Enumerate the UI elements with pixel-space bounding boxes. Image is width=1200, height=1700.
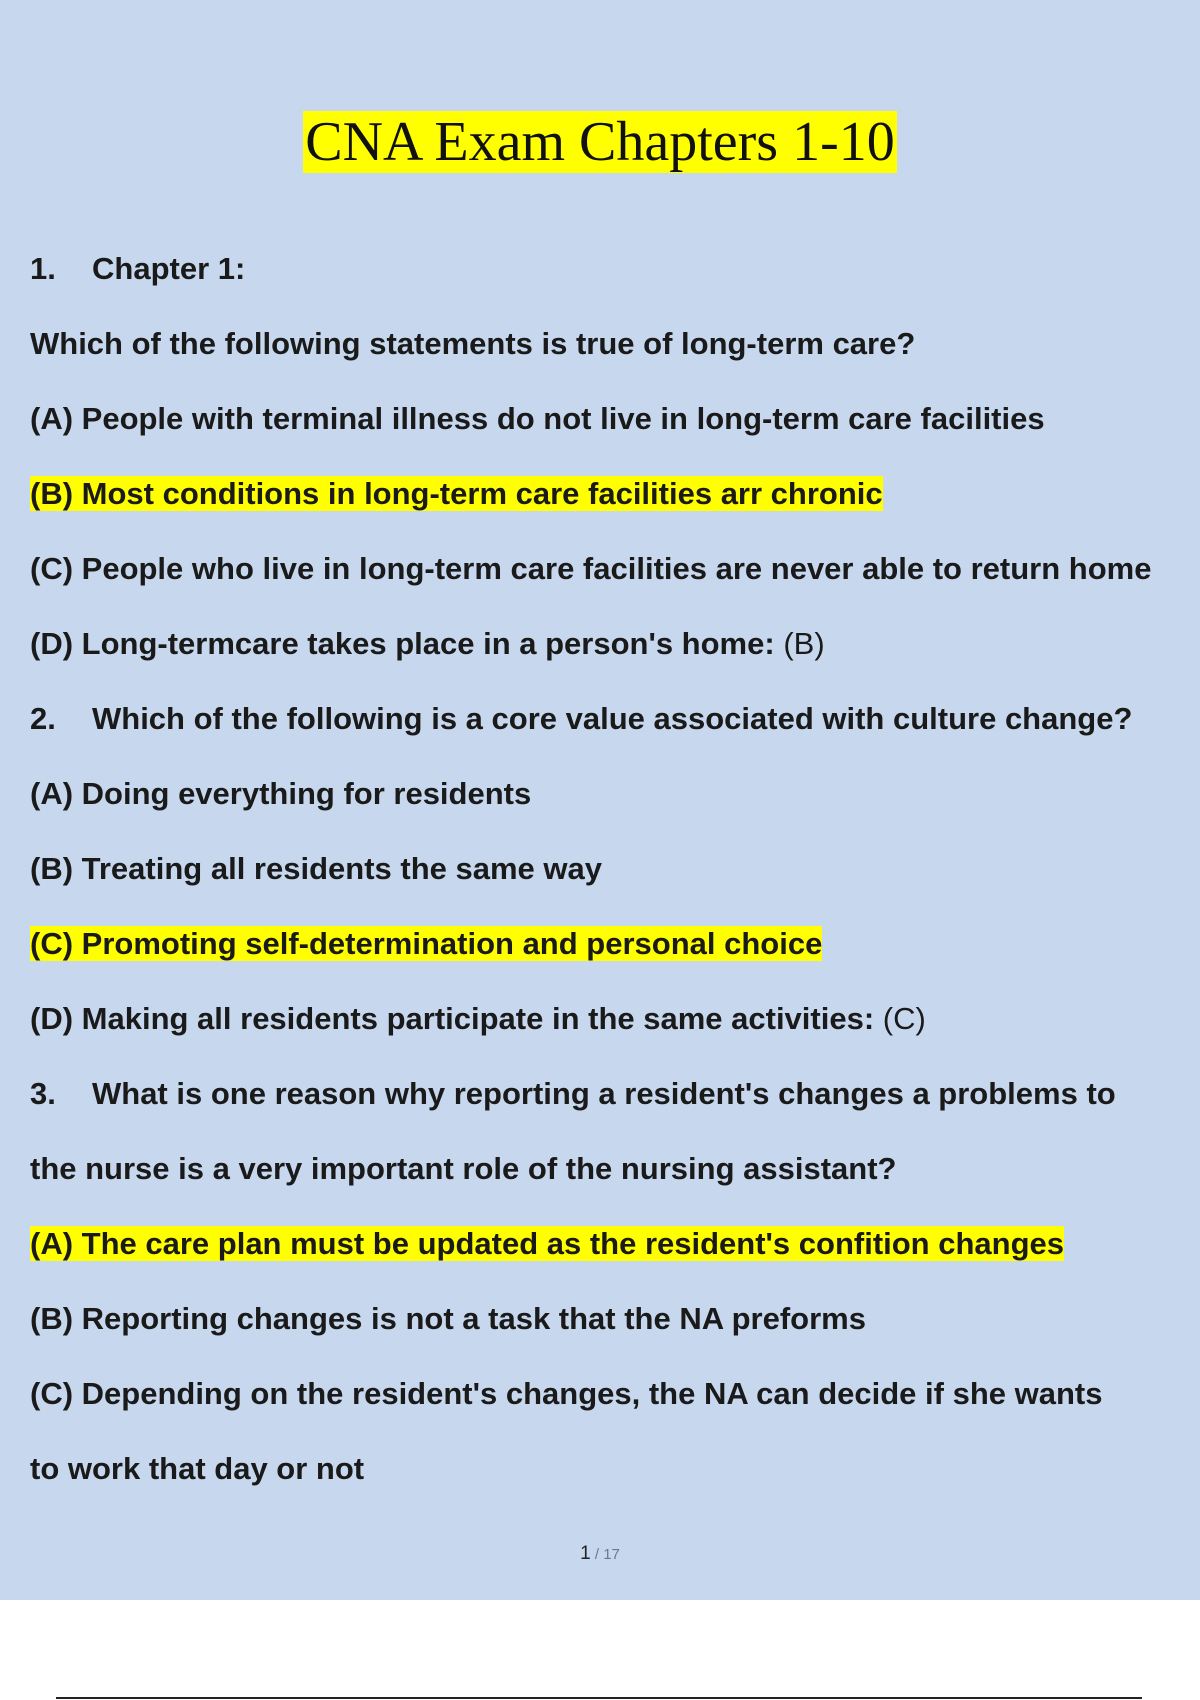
question-1-heading [30,250,245,288]
question-3-option-b: (B) Reporting changes is not a task that the NA preforms [30,1301,866,1336]
question-3-option-a [30,1225,1064,1263]
question-2-option-b: (B) Treating all residents the same way [30,851,602,886]
question-2-answer: (C) [882,1001,926,1036]
question-2-question: Which of the following is a core value associated with culture change? [92,701,1133,736]
question-1-number: 1. [30,251,56,286]
question-3-number: 3. [30,1076,56,1111]
question-3-text [30,1075,1116,1113]
question-1-option-a: (A) People with terminal illness do not live in long-term care facilities [30,401,1045,436]
question-3-option-a-highlight: (A) The care plan must be updated as the resident's confition changes [30,1226,1065,1261]
question-1-text: Which of the following statements is true of long-term care? [30,326,916,361]
document-title-text: CNA Exam Chapters 1-10 [305,111,895,173]
page-current: 1 [580,1543,591,1564]
question-3-question-line-1: What is one reason why reporting a resident's changes a problems to [92,1076,1116,1111]
chapter-heading: Chapter 1: [92,251,246,286]
question-3-question-line-2: the nurse is a very important role of the nursing assistant? [30,1151,897,1186]
question-1-option-b-highlight: (B) Most conditions in long-term care facilities arr chronic [30,476,883,511]
question-3-option-c-line-2: to work that day or not [30,1451,365,1486]
question-1-option-d-text: (D) Long-termcare takes place in a person's home: [30,626,775,661]
page-indicator [0,1543,1200,1565]
question-2-option-c [30,925,822,963]
question-2-option-a: (A) Doing everything for residents [30,776,532,811]
question-1-option-b [30,475,883,513]
question-3-option-c-line-1: (C) Depending on the resident's changes, the NA can decide if she wants [30,1376,1103,1411]
question-2-text [30,700,1132,738]
question-1-answer: (B) [783,626,825,661]
question-2-number: 2. [30,701,56,736]
next-page-divider [56,1697,1142,1699]
question-2-option-d [30,1000,926,1038]
question-1-option-d [30,625,825,663]
question-2-option-c-highlight: (C) Promoting self-determination and personal choice [30,926,823,961]
question-1-option-c: (C) People who live in long-term care facilities are never able to return home [30,551,1152,586]
page-total: / 17 [590,1546,620,1563]
document-title [0,108,1200,176]
question-2-option-d-text: (D) Making all residents participate in the same activities: [30,1001,875,1036]
